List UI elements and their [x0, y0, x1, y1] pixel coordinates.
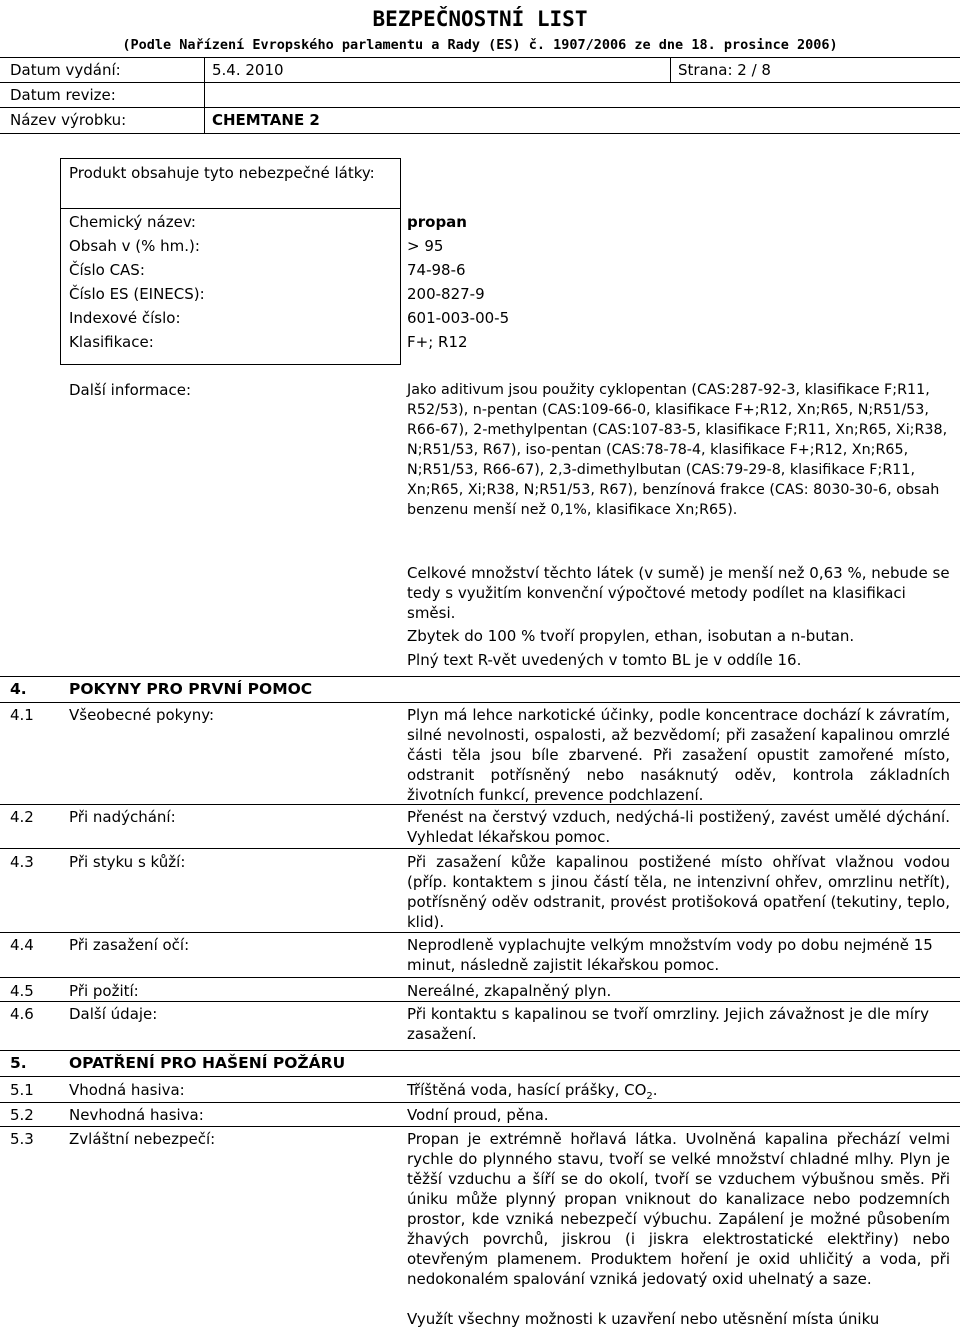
item-4-3-label: Při styku s kůží:	[69, 853, 186, 871]
other-info-label: Další informace:	[69, 381, 192, 399]
classification-label: Klasifikace:	[69, 333, 154, 351]
item-4-2-text: Přenést na čerstvý vzduch, nedýchá-li postižený, zavést umělé dýchání. Vyhledat lékařskou pomoc.	[407, 808, 950, 846]
index-number-label: Indexové číslo:	[69, 309, 181, 327]
content-value: > 95	[407, 237, 444, 255]
issue-date-label: Datum vydání:	[10, 61, 121, 79]
item-4-5-text: Nereálné, zkapalněný plyn.	[407, 982, 612, 1000]
item-4-3-number: 4.3	[10, 853, 34, 871]
classification-value: F+; R12	[407, 333, 468, 351]
item-4-4-number: 4.4	[10, 936, 34, 954]
cas-label: Číslo CAS:	[69, 261, 145, 279]
other-info-r-phrases: Plný text R-vět uvedených v tomto BL je v oddíle 16.	[407, 651, 802, 669]
header-table	[0, 57, 960, 134]
item-4-6-text: Při kontaktu s kapalinou se tvoří omrzliny. Jejich závažnost je dle míry zasažení.	[407, 1005, 929, 1043]
section-5-number: 5.	[10, 1054, 27, 1072]
item-4-3-text: Při zasažení kůže kapalinou postižené místo ohřívat vlažnou vodou (příp. kontaktem s jinou částí těla, ne intenzivní ohřev, omrzlinu netřít), potřísněný oděv odstranit, provést protišoková opatření (tekutiny, teplo, klid).	[407, 853, 950, 931]
item-5-1-text-main: Tříštěná voda, hasící prášky, CO	[407, 1081, 647, 1099]
chemical-name-label: Chemický název:	[69, 213, 196, 231]
content-label: Obsah v (% hm.):	[69, 237, 200, 255]
item-5-2-number: 5.2	[10, 1106, 34, 1124]
other-info-total: Celkové množství těchto látek (v sumě) je menší než 0,63 %, nebude se tedy s využitím konvenční výpočtové metody podílet na klasifikaci směsi.	[407, 564, 950, 622]
revision-date-label: Datum revize:	[10, 86, 116, 104]
item-5-1-text-tail: .	[652, 1081, 658, 1099]
item-4-6-number: 4.6	[10, 1005, 34, 1023]
page-number: Strana: 2 / 8	[678, 61, 771, 79]
section-4-title: POKYNY PRO PRVNÍ POMOC	[69, 680, 313, 698]
item-4-5-number: 4.5	[10, 982, 34, 1000]
einecs-label: Číslo ES (EINECS):	[69, 285, 205, 303]
other-info-remainder: Zbytek do 100 % tvoří propylen, ethan, isobutan a n-butan.	[407, 627, 855, 645]
cas-value: 74-98-6	[407, 261, 466, 279]
item-5-3-text: Propan je extrémně hořlavá látka. Uvolněná kapalina přechází velmi rychle do plynného stavu, tvoří se velké množství chladné mlhy. Plyn je těžší vzduchu a šíří se do okolí, tvoří se vzduchem výbušnou směs. Při úniku může plynný propan vniknout do kanalizace nebo podzemních prostor, kde vzniká nebezpečí výbuchu. Zapálení je možné působením žhavých povrchů, jiskrou (i jiskra elektrostatické elektřiny) nebo otevřeným plamenem. Produktem hoření je oxid uhličitý a voda, při nedokonalém spalování vzniká jedovatý oxid uhelnatý a saze.	[407, 1130, 950, 1288]
item-4-1-text: Plyn má lehce narkotické účinky, podle koncentrace dochází k závratím, silné nevolnosti, ospalosti, až bezvědomí; při zasažení kapalinou omrzlé části těla jsou bíle zbarvené. Při zasažení opustit zamořené místo, odstranit potřísněný nebo nasáknutý oděv, kontrola základních životních funkcí, prevence podchlazení.	[407, 706, 950, 804]
item-5-1-subscript: 2	[646, 1091, 653, 1102]
document-title: BEZPEČNOSTNÍ LIST	[372, 7, 588, 31]
chemical-name-value: propan	[407, 213, 467, 231]
product-name-value: CHEMTANE 2	[212, 111, 320, 129]
item-5-2-label: Nevhodná hasiva:	[69, 1106, 204, 1124]
item-5-3-number: 5.3	[10, 1130, 34, 1148]
item-4-5-label: Při požití:	[69, 982, 139, 1000]
item-4-4-label: Při zasažení očí:	[69, 936, 190, 954]
index-number-value: 601-003-00-5	[407, 309, 510, 327]
item-5-2-text: Vodní proud, pěna.	[407, 1106, 549, 1124]
item-5-1-label: Vhodná hasiva:	[69, 1081, 185, 1099]
item-5-3-text-continued: Využít všechny možnosti k uzavření nebo utěsnění místa úniku	[407, 1310, 880, 1328]
other-info-additives: Jako aditivum jsou použity cyklopentan (CAS:287-92-3, klasifikace F;R11, R52/53), n-pentan (CAS:109-66-0, klasifikace F+;R12, Xn;R65, N;R51/53, R66-67), 2-methylpentan (CAS:107-83-5, klasifikace F;R11, Xn;R65, Xi;R38, N;R51/53, R67), iso-pentan (CAS:78-78-4, klasifikace F+;R12, Xn;R65, N;R51/53, R66-67), 2,3-dimethylbutan (CAS:79-29-8, klasifikace F;R11, Xn;R65, Xi;R38, N;R51/53, R67), benzínová frakce (CAS: 8030-30-6, obsah benzenu menší než 0,1%, klasifikace Xn;R65).	[407, 382, 948, 518]
einecs-value: 200-827-9	[407, 285, 485, 303]
item-4-1-label: Všeobecné pokyny:	[69, 706, 215, 724]
item-4-1-number: 4.1	[10, 706, 34, 724]
issue-date-value: 5.4. 2010	[212, 61, 284, 79]
item-5-3-label: Zvláštní nebezpečí:	[69, 1130, 216, 1148]
item-4-2-label: Při nadýchání:	[69, 808, 176, 826]
document-subtitle: (Podle Nařízení Evropského parlamentu a Rady (ES) č. 1907/2006 ze dne 18. prosince 2006)	[122, 37, 838, 53]
item-4-6-label: Další údaje:	[69, 1005, 158, 1023]
item-4-4-text: Neprodleně vyplachujte velkým množstvím vody po dobu nejméně 15 minut, následně zajistit lékařskou pomoc.	[407, 936, 933, 974]
section-4-number: 4.	[10, 680, 27, 698]
item-4-2-number: 4.2	[10, 808, 34, 826]
substance-intro: Produkt obsahuje tyto nebezpečné látky:	[69, 164, 375, 182]
item-5-1-number: 5.1	[10, 1081, 34, 1099]
product-name-label: Název výrobku:	[10, 111, 127, 129]
section-5-title: OPATŘENÍ PRO HAŠENÍ POŽÁRU	[69, 1054, 346, 1072]
